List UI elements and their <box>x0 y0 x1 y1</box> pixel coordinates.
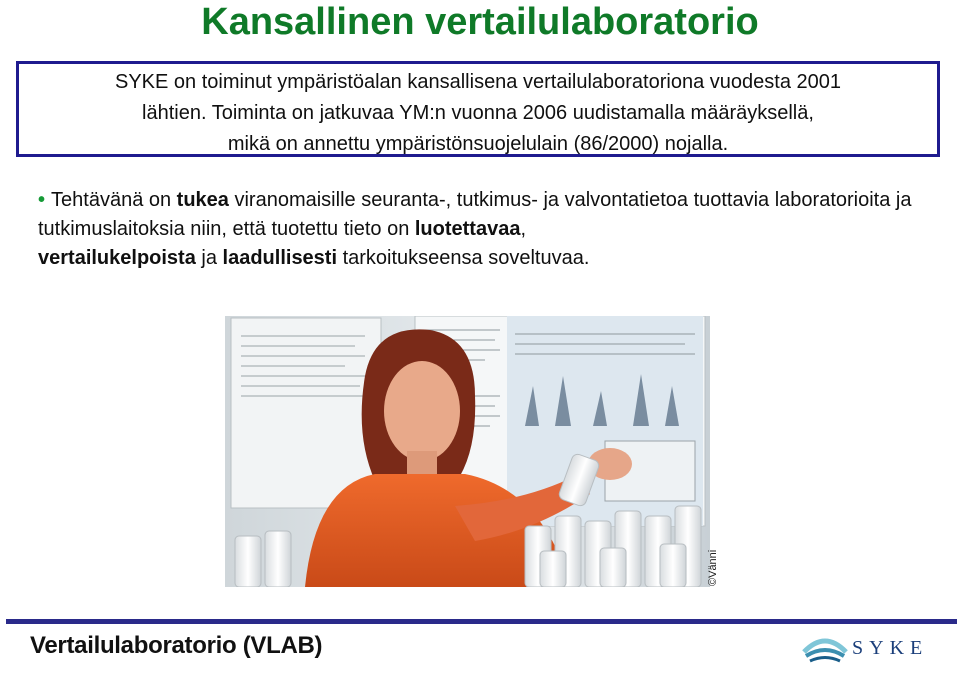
bullet-text-2: viranomaisille seuranta-, tutkimus- ja valvontatietoa tuottavia laboratorioita ja tutkimuslaitoksia niin, että tuotettu tieto on <box>38 189 912 240</box>
syke-logo-icon <box>800 630 850 668</box>
lab-photo <box>225 316 710 587</box>
bullet-text-1: Tehtävänä on <box>51 189 177 211</box>
intro-line-3: mikä on annettu ympäristönsuojelulain (86/2000) nojalla. <box>227 133 729 155</box>
bullet-text-3: , <box>520 218 527 240</box>
bullet-bold-tukea: tukea <box>176 189 229 211</box>
bullet-paragraph <box>38 186 938 273</box>
bullet-bold-vertailukelpoista: vertailukelpoista <box>38 247 196 269</box>
photo-credit: ©Vänni <box>707 549 719 586</box>
intro-box <box>16 61 940 157</box>
slide-title: Kansallinen vertailulaboratorio <box>201 1 759 43</box>
bullet-text-4: ja <box>195 247 223 269</box>
footer-title: Vertailulaboratorio (VLAB) <box>30 632 323 659</box>
bullet-bold-luotettavaa: luotettavaa <box>414 218 521 240</box>
bullet-text-5: tarkoitukseensa soveltuvaa. <box>337 247 590 269</box>
intro-line-2: lähtien. Toiminta on jatkuvaa YM:n vuonna 2006 uudistamalla määräyksellä, <box>142 102 814 124</box>
bullet-dot-icon: • <box>38 189 46 211</box>
lab-photo-illustration <box>225 316 710 587</box>
bullet-bold-laadullisesti: laadullisesti <box>222 247 338 269</box>
intro-line-1: SYKE on toiminut ympäristöalan kansallisena vertailulaboratoriona vuodesta 2001 <box>115 71 841 93</box>
syke-logo-text: SYKE <box>852 637 929 659</box>
footer-divider <box>6 619 957 624</box>
